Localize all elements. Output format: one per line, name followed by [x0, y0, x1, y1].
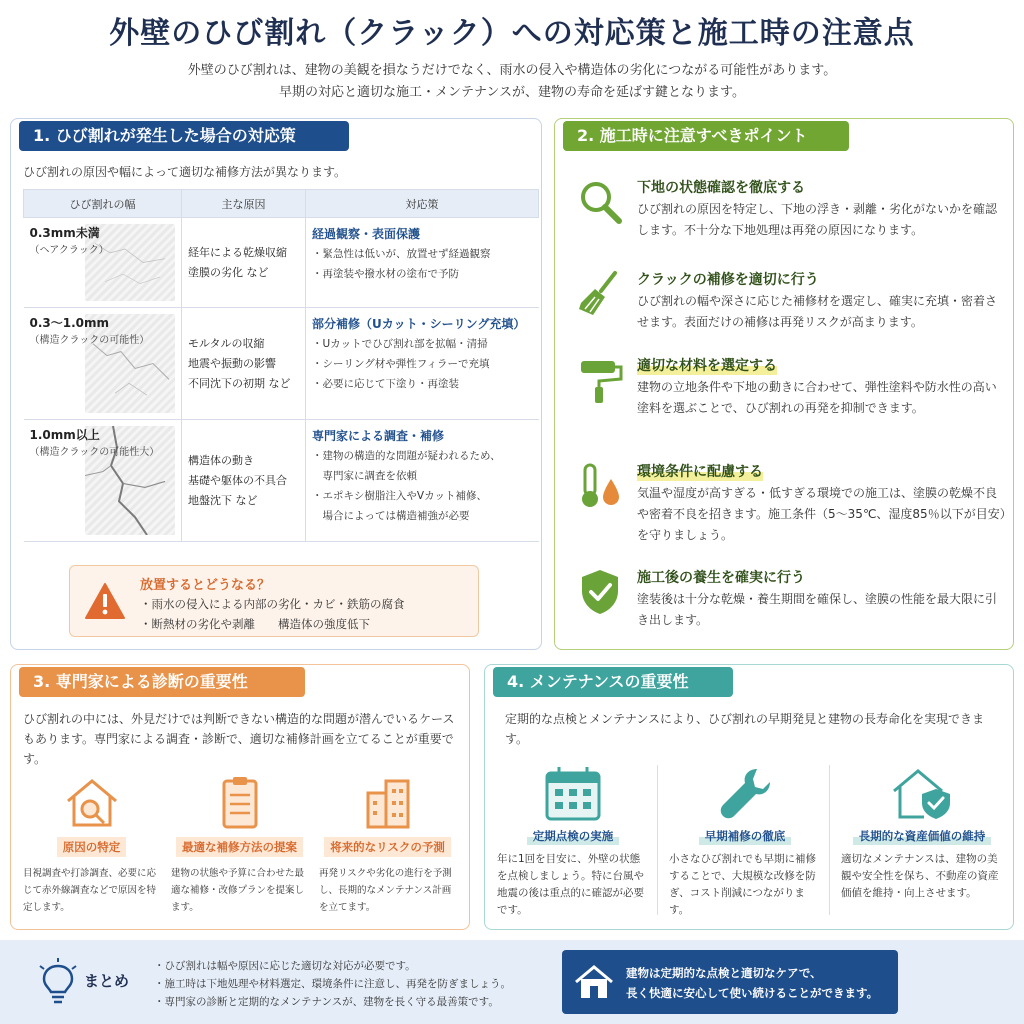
width-label: 1.0mm以上 — [29, 428, 100, 442]
shield-check-icon — [575, 567, 625, 617]
table-header-row — [24, 190, 539, 218]
house-icon — [574, 964, 614, 1004]
summary-message-line: 長く快適に安心して使い続けることができます。 — [626, 986, 879, 1000]
width-cell — [24, 308, 182, 420]
measure-item: ・建物の構造的な問題が疑われるため、 — [312, 450, 501, 462]
table-row — [24, 218, 539, 308]
column-header: ひび割れの幅 — [24, 190, 182, 218]
cause-item: 地震や振動の影響 — [188, 356, 276, 370]
diagnosis-label: 原因の特定 — [57, 837, 127, 857]
house-shield-icon — [890, 763, 954, 823]
table-row — [24, 308, 539, 420]
warning-item: ・雨水の侵入による内部の劣化・カビ・鉄筋の腐食 — [140, 597, 405, 611]
thermometer-icon — [575, 461, 625, 511]
point-body: ひび割れの原因を特定し、下地の浮き・剥離・劣化がないかを確認します。不十分な下地処理は再発の原因になります。 — [637, 202, 998, 237]
intro-line-1: 外壁のひび割れは、建物の美観を損なうだけでなく、雨水の侵入や構造体の劣化につながる可能性があります。 — [187, 63, 837, 78]
point-item — [575, 355, 1005, 455]
warning-item: ・断熱材の劣化や剥離 構造体の強度低下 — [140, 617, 370, 631]
section-title: 4. メンテナンスの重要性 — [493, 667, 733, 697]
diagnosis-item — [19, 775, 164, 916]
width-note: （ヘアクラック） — [29, 245, 109, 256]
point-title: 環境条件に配慮する — [637, 461, 763, 481]
cause-item: 地盤沈下 など — [188, 493, 258, 507]
width-cell — [24, 218, 182, 308]
maintenance-item — [665, 763, 825, 919]
divider — [829, 765, 830, 915]
measure-cell — [306, 308, 539, 420]
wrench-icon — [713, 763, 777, 823]
section-title: 3. 専門家による診断の重要性 — [19, 667, 305, 697]
maintenance-label: 定期点検の実施 — [527, 827, 620, 845]
summary-item: ・専門家の診断と定期的なメンテナンスが、建物を長く守る最善策です。 — [154, 996, 499, 1008]
diagnosis-body: 目視調査や打診調査、必要に応じて赤外線調査などで原因を特定します。 — [23, 868, 157, 913]
diagnosis-item — [167, 775, 312, 916]
diagnosis-label: 最適な補修方法の提案 — [176, 837, 303, 857]
table-row — [24, 420, 539, 542]
point-title: 施工後の養生を確実に行う — [637, 570, 805, 586]
point-body: ひび割れの幅や深さに応じた補修材を選定し、確実に充填・密着させます。表面だけの補修は再発リスクが高まります。 — [637, 294, 998, 329]
summary-label: まとめ — [84, 972, 130, 990]
building-icon — [358, 775, 418, 831]
paint-roller-icon — [575, 355, 625, 405]
cause-item: 塗膜の劣化 など — [188, 265, 269, 279]
measure-item: ・必要に応じて下塗り・再塗装 — [312, 378, 459, 390]
page-title: 外壁のひび割れ（クラック）への対応策と施工時の注意点 — [109, 16, 915, 51]
warning-icon — [84, 582, 126, 624]
summary-message — [626, 963, 878, 1003]
crack-table — [23, 189, 539, 542]
maintenance-item — [837, 763, 1007, 902]
cause-item: 経年による乾燥収縮 — [188, 245, 287, 259]
summary-bar — [0, 940, 1024, 1024]
cause-item: モルタルの収縮 — [188, 336, 265, 350]
point-item — [575, 269, 1005, 349]
summary-item: ・ひび割れは幅や原因に応じた適切な対応が必要です。 — [154, 960, 416, 972]
summary-item: ・施工時は下地処理や材料選定、環境条件に注意し、再発を防ぎましょう。 — [154, 978, 511, 990]
section-title: 2. 施工時に注意すべきポイント — [563, 121, 849, 151]
section-expert-diagnosis — [10, 664, 470, 930]
cause-cell — [182, 308, 306, 420]
column-header: 対応策 — [306, 190, 539, 218]
section-lead: 定期的な点検とメンテナンスにより、ひび割れの早期発見と建物の長寿命化を実現できます。 — [505, 712, 985, 746]
measure-item: ・再塗装や撥水材の塗布で予防 — [312, 268, 459, 280]
intro-text — [0, 60, 1024, 104]
width-label: 0.3mm未満 — [29, 226, 100, 240]
section-construction-points — [554, 118, 1014, 650]
cause-cell — [182, 420, 306, 542]
width-note: （構造クラックの可能性） — [29, 335, 150, 346]
diagnosis-item — [315, 775, 460, 916]
maintenance-label: 長期的な資産価値の維持 — [853, 827, 992, 845]
diagnosis-label: 将来的なリスクの予測 — [324, 837, 451, 857]
cause-cell — [182, 218, 306, 308]
summary-message-line: 建物は定期的な点検と適切なケアで、 — [626, 966, 822, 980]
point-title: 適切な材料を選定する — [637, 355, 777, 375]
column-header: 主な原因 — [182, 190, 306, 218]
summary-message-box — [562, 950, 898, 1014]
width-cell — [24, 420, 182, 542]
point-title: 下地の状態確認を徹底する — [637, 180, 805, 196]
point-body: 気温や湿度が高すぎる・低すぎる環境での施工は、塗膜の乾燥不良や密着不良を招きます。施工条件（5〜35℃、湿度85％以下が目安）を守りましょう。 — [637, 486, 1006, 542]
measure-title: 専門家による調査・補修 — [312, 429, 445, 443]
section-maintenance — [484, 664, 1014, 930]
section-title: 1. ひび割れが発生した場合の対応策 — [19, 121, 349, 151]
width-label: 0.3〜1.0mm — [29, 316, 110, 330]
measure-title: 経過観察・表面保護 — [312, 227, 421, 241]
maintenance-label: 早期補修の徹底 — [699, 827, 792, 845]
section-lead: ひび割れの中には、外見だけでは判断できない構造的な問題が潜んでいるケースもあります。専門家による調査・診断で、適切な補修計画を立てることが重要です。 — [23, 712, 455, 766]
maintenance-body: 小さなひび割れでも早期に補修することで、大規模な改修を防ぎ、コスト削減につながります。 — [669, 853, 816, 916]
measure-title: 部分補修（Uカット・シーリング充填） — [312, 317, 526, 331]
magnifier-icon — [575, 177, 625, 227]
house-search-icon — [62, 775, 122, 831]
diagnosis-body: 建物の状態や予算に合わせた最適な補修・改修プランを提案します。 — [171, 868, 305, 913]
section-lead: ひび割れの原因や幅によって適切な補修方法が異なります。 — [23, 165, 347, 179]
clipboard-icon — [210, 775, 270, 831]
point-body: 塗装後は十分な乾燥・養生期間を確保し、塗膜の性能を最大限に引き出します。 — [637, 592, 998, 627]
lightbulb-icon — [38, 958, 78, 1010]
measure-item: 専門家に調査を依頼 — [312, 470, 417, 482]
measure-cell — [306, 420, 539, 542]
intro-line-2: 早期の対応と適切な施工・メンテナンスが、建物の寿命を延ばす鍵となります。 — [279, 85, 745, 100]
maintenance-item — [493, 763, 653, 919]
cause-item: 基礎や躯体の不具合 — [188, 473, 287, 487]
measure-item: ・エポキシ樹脂注入やVカット補修、 — [312, 490, 487, 502]
calendar-icon — [541, 763, 605, 823]
point-title: クラックの補修を適切に行う — [637, 272, 819, 288]
measure-item: ・シーリング材や弾性フィラーで充填 — [312, 358, 490, 370]
point-item — [575, 567, 1005, 637]
warning-box — [69, 565, 479, 637]
point-item — [575, 177, 1005, 257]
measure-cell — [306, 218, 539, 308]
brush-icon — [575, 269, 625, 319]
width-note: （構造クラックの可能性大） — [29, 447, 160, 458]
point-item — [575, 461, 1005, 561]
cause-item: 不同沈下の初期 など — [188, 376, 291, 390]
measure-item: ・緊急性は低いが、放置せず経過観察 — [312, 248, 491, 260]
measure-item: 場合によっては構造補強が必要 — [312, 510, 470, 522]
section-crack-response — [10, 118, 542, 650]
warning-title: 放置するとどうなる？ — [140, 578, 271, 593]
diagnosis-body: 再発リスクや劣化の進行を予測し、長期的なメンテナンス計画を立てます。 — [319, 868, 452, 913]
divider — [657, 765, 658, 915]
maintenance-body: 適切なメンテナンスは、建物の美観や安全性を保ち、不動産の資産価値を維持・向上させます。 — [841, 853, 999, 899]
measure-item: ・Uカットでひび割れ部を拡幅・清掃 — [312, 338, 488, 350]
maintenance-body: 年に1回を目安に、外壁の状態を点検しましょう。特に台風や地震の後は重点的に確認が必要です。 — [497, 853, 644, 916]
cause-item: 構造体の動き — [188, 453, 254, 467]
point-body: 建物の立地条件や下地の動きに合わせて、弾性塗料や防水性の高い塗料を選ぶことで、ひび割れの再発を抑制できます。 — [637, 380, 997, 415]
